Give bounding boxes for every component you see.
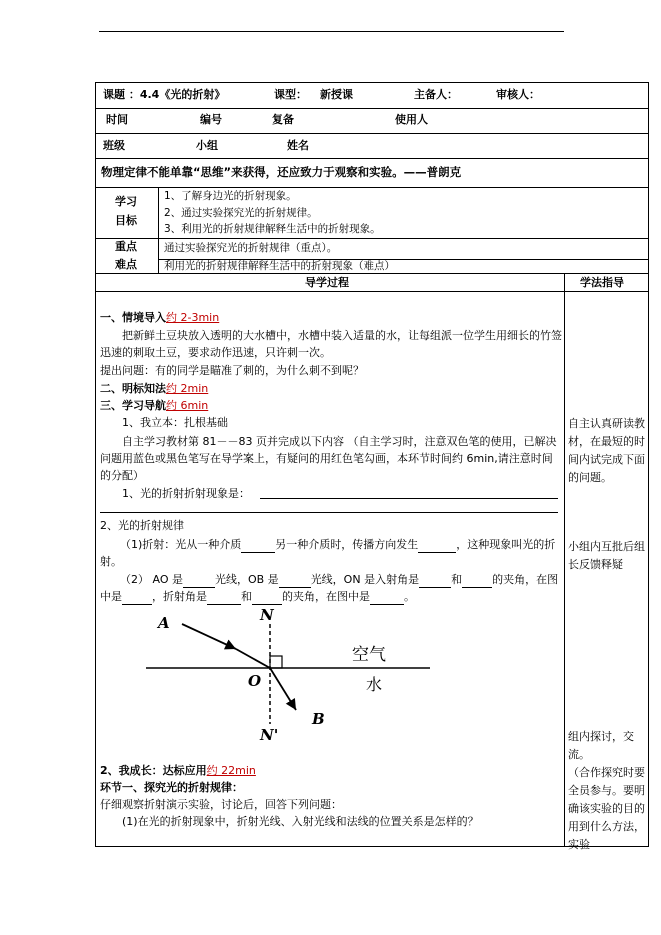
reviewer-label: 审核人： (496, 88, 540, 101)
label-o: O (248, 672, 262, 690)
sec3-title-text: 三、学习导航 (100, 399, 166, 412)
prep-label: 复备 (272, 113, 294, 126)
sec1-time: 约 2-3min (166, 311, 220, 324)
guide-note-4: （合作探究时要全员参与。要明确该实验的目的用到什么方法，实验 (568, 766, 645, 851)
sec4-title-text: 2、我成长：达标应用 (100, 764, 207, 777)
q3-part: 光线，OB 是 (214, 573, 279, 586)
key-item: 利用光的折射规律解释生活中的折射现象（难点） (164, 260, 395, 272)
q3-part: ，折射角是 (152, 590, 207, 603)
q3-part: 的夹角，在图中是 (282, 590, 370, 603)
goal-item: 2、通过实验探究光的折射规律。 (164, 207, 318, 219)
q2-part: 另一种介质时，传播方向发生 (275, 538, 419, 551)
key-label-1: 重点 (115, 240, 137, 253)
key-item: 通过实验探究光的折射规律（重点）。 (164, 242, 338, 254)
sec1-title (100, 311, 219, 325)
q2-part: ，这种现象叫光的折射。 (100, 538, 556, 568)
answer-blank (241, 542, 275, 553)
answer-blank (462, 577, 492, 588)
host-label: 主备人： (414, 88, 458, 101)
row-divider (96, 108, 648, 109)
sec2-title (100, 382, 208, 396)
label-a: A (158, 614, 170, 632)
type-value: 新授课 (320, 88, 353, 101)
row-divider (96, 187, 648, 188)
sec3-sub1: 1、我立本：扎根基础 (122, 416, 228, 429)
name-label: 姓名 (287, 139, 309, 152)
goals-label-2: 目标 (115, 214, 137, 227)
process-header: 导学过程 (305, 276, 349, 289)
sec1-para2: 提出问题：有的同学是瞄准了刺的，为什么刺不到呢？ (100, 364, 364, 377)
goals-label-1: 学习 (115, 195, 137, 208)
sec3-q2 (100, 536, 562, 570)
guide-note-3: 组内探讨，交流。 (568, 730, 634, 761)
sec2-time: 约 2min (166, 382, 209, 395)
guide-note-2: 小组内互批后组长反馈释疑 (568, 540, 645, 571)
q2-part: （1)折射：光从一种介质 (120, 538, 242, 551)
sec4-link: 环节一、探究光的折射规律： (100, 781, 243, 794)
type-label: 课型： (274, 88, 307, 101)
sec4-title (100, 764, 256, 778)
row-divider (96, 158, 648, 159)
q3-part: （2） AO 是 (120, 573, 183, 586)
sec3-title (100, 399, 208, 413)
sec2-title-text: 二、明标知法 (100, 382, 166, 395)
incident-ray (182, 624, 236, 649)
sec3-q3 (100, 571, 562, 605)
refracted-ray (270, 668, 296, 710)
quote: 物理定律不能单靠“思维”来获得，还应致力于观察和实验。——普朗克 (101, 165, 462, 179)
sec4-intro: 仔细观察折射演示实验，讨论后，回答下列问题： (100, 798, 342, 811)
group-label: 小组 (196, 139, 218, 152)
sec3-sub2: 2、光的折射规律 (100, 519, 184, 532)
topic-label: 课题 ：4.4《光的折射》 (103, 88, 226, 101)
class-label: 班级 (103, 139, 125, 152)
sec3-para: 自主学习教材第 81－－83 页并完成以下内容 （自主学习时，注意双色笔的使用，已解决问题用蓝色或黑色笔写在导学案上，有疑问的用红色笔勾画，本环节时间约 6min,请注意时间的分配） (100, 435, 557, 482)
number-label: 编号 (200, 113, 222, 126)
sec1-title-text: 一、情境导入 (100, 311, 166, 324)
q3-part: 的夹角，在图中是 (100, 573, 559, 603)
answer-blank (279, 577, 311, 588)
answer-line (260, 498, 558, 499)
answer-blank (122, 594, 152, 605)
goal-item: 1、了解身边光的折射现象。 (164, 190, 297, 202)
sec1-para1: 把新鲜土豆块放入透明的大水槽中，水槽中装入适量的水，让每组派一位学生用细长的竹签迅速的刺取土豆，要求动作迅速，只许刺一次。 (100, 329, 562, 359)
label-water: 水 (366, 675, 383, 694)
q3-part: 和 (451, 573, 463, 586)
key-label-2: 难点 (115, 258, 137, 271)
row-divider (96, 291, 648, 292)
time-label: 时间 (106, 113, 128, 126)
guide-header: 学法指导 (580, 276, 624, 289)
sec4-q1: (1)在光的折射现象中，折射光线、入射光线和法线的位置关系是怎样的？ (122, 815, 479, 828)
right-angle-mark (270, 656, 282, 668)
answer-blank (419, 577, 451, 588)
label-b: B (312, 710, 325, 728)
row-divider (96, 273, 648, 274)
answer-blank (252, 594, 282, 605)
answer-blank (207, 594, 241, 605)
col-divider (564, 273, 565, 847)
q3-part: 和 (241, 590, 252, 603)
answer-blank (370, 594, 404, 605)
refraction-diagram (140, 606, 440, 746)
header-rule (99, 31, 564, 32)
answer-blank (418, 542, 456, 553)
col-divider (158, 187, 159, 273)
label-air: 空气 (352, 645, 386, 665)
label-n: N (260, 606, 274, 624)
sec3-q1: 1、光的折射折射现象是： (122, 487, 250, 500)
user-label: 使用人 (395, 113, 428, 126)
row-divider (96, 133, 648, 134)
answer-blank (183, 577, 215, 588)
goal-item: 3、利用光的折射规律解释生活中的折射现象。 (164, 223, 381, 235)
incident-ray-rest (236, 649, 270, 668)
q3-part: 。 (404, 590, 415, 603)
guide-note-1: 自主认真研读教材，在最短的时间内试完成下面的问题。 (568, 417, 645, 484)
label-n-prime: N' (260, 726, 279, 744)
sec4-time: 约 22min (206, 764, 256, 777)
row-divider (96, 238, 648, 239)
answer-line (100, 512, 558, 513)
q3-part: 光线，ON 是入射角是 (310, 573, 420, 586)
sec3-time: 约 6min (166, 399, 209, 412)
